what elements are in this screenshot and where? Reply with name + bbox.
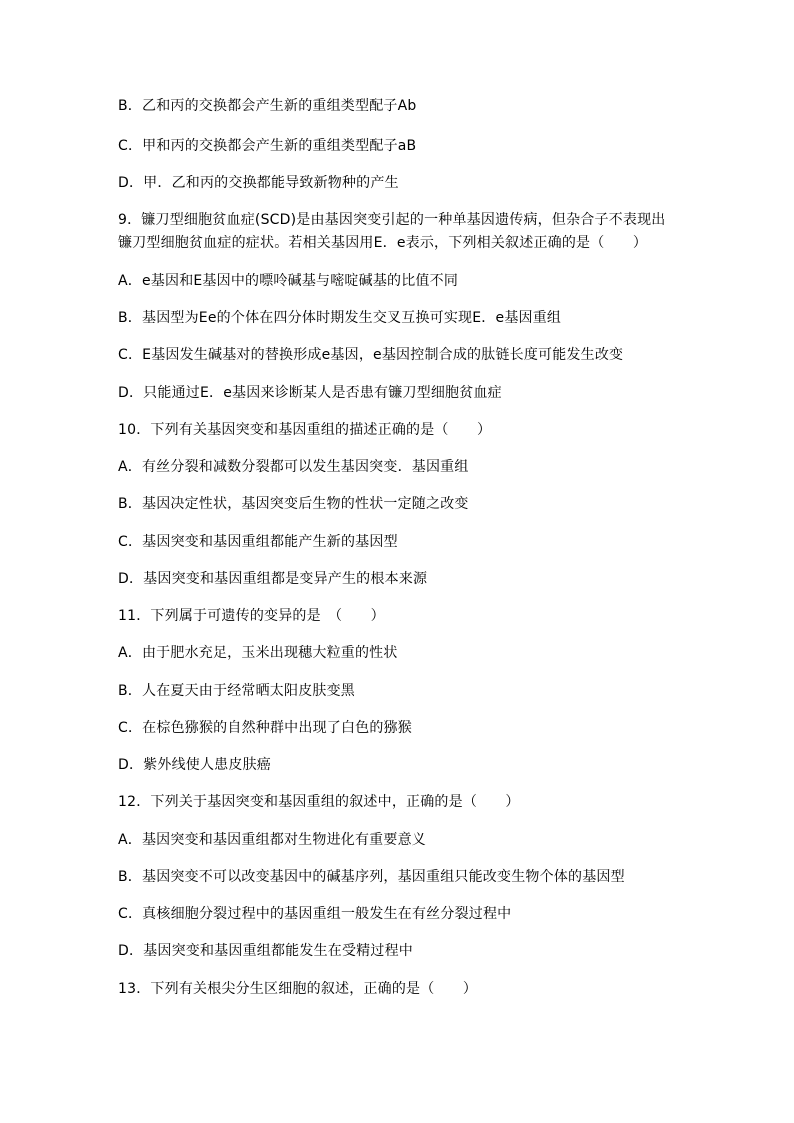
option-9d: D．只能通过E．e基因来诊断某人是否患有镰刀型细胞贫血症 <box>118 385 502 401</box>
option-10b: B．基因决定性状，基因突变后生物的性状一定随之改变 <box>118 496 469 512</box>
question-9-line-1: 9．镰刀型细胞贫血症(SCD)是由基因突变引起的一种单基因遗传病，但杂合子不表现出 <box>118 212 666 228</box>
option-8d: D．甲．乙和丙的交换都能导致新物种的产生 <box>118 175 399 191</box>
question-13: 13．下列有关根尖分生区细胞的叙述，正确的是（ ） <box>118 981 478 997</box>
question-11: 11．下列属于可遗传的变异的是 （ ） <box>118 608 385 624</box>
option-12b: B．基因突变不可以改变基因中的碱基序列，基因重组只能改变生物个体的基因型 <box>118 869 625 885</box>
option-10a: A．有丝分裂和减数分裂都可以发生基因突变．基因重组 <box>118 459 469 475</box>
option-12d: D．基因突变和基因重组都能发生在受精过程中 <box>118 943 413 959</box>
question-12: 12．下列关于基因突变和基因重组的叙述中，正确的是（ ） <box>118 794 520 810</box>
option-9b: B．基因型为Ee的个体在四分体时期发生交叉互换可实现E．e基因重组 <box>118 310 562 326</box>
option-8b: B．乙和丙的交换都会产生新的重组类型配子Ab <box>118 98 417 114</box>
question-10: 10．下列有关基因突变和基因重组的描述正确的是（ ） <box>118 422 492 438</box>
option-11b: B．人在夏天由于经常晒太阳皮肤变黑 <box>118 683 356 699</box>
option-9c: C．E基因发生碱基对的替换形成e基因，e基因控制合成的肽链长度可能发生改变 <box>118 347 624 363</box>
option-8c: C．甲和丙的交换都会产生新的重组类型配子aB <box>118 138 417 154</box>
option-9a: A．e基因和E基因中的嘌呤碱基与嘧啶碱基的比值不同 <box>118 273 459 289</box>
question-9-line-2: 镰刀型细胞贫血症的症状。若相关基因用E．e表示，下列相关叙述正确的是（ ） <box>118 235 648 251</box>
option-11a: A．由于肥水充足，玉米出现穗大粒重的性状 <box>118 645 398 661</box>
option-12a: A．基因突变和基因重组都对生物进化有重要意义 <box>118 832 426 848</box>
option-11c: C．在棕色猕猴的自然种群中出现了白色的猕猴 <box>118 720 412 736</box>
option-12c: C．真核细胞分裂过程中的基因重组一般发生在有丝分裂过程中 <box>118 906 512 922</box>
option-10d: D．基因突变和基因重组都是变异产生的根本来源 <box>118 571 428 587</box>
option-11d: D．紫外线使人患皮肤癌 <box>118 757 271 773</box>
option-10c: C．基因突变和基因重组都能产生新的基因型 <box>118 534 398 550</box>
